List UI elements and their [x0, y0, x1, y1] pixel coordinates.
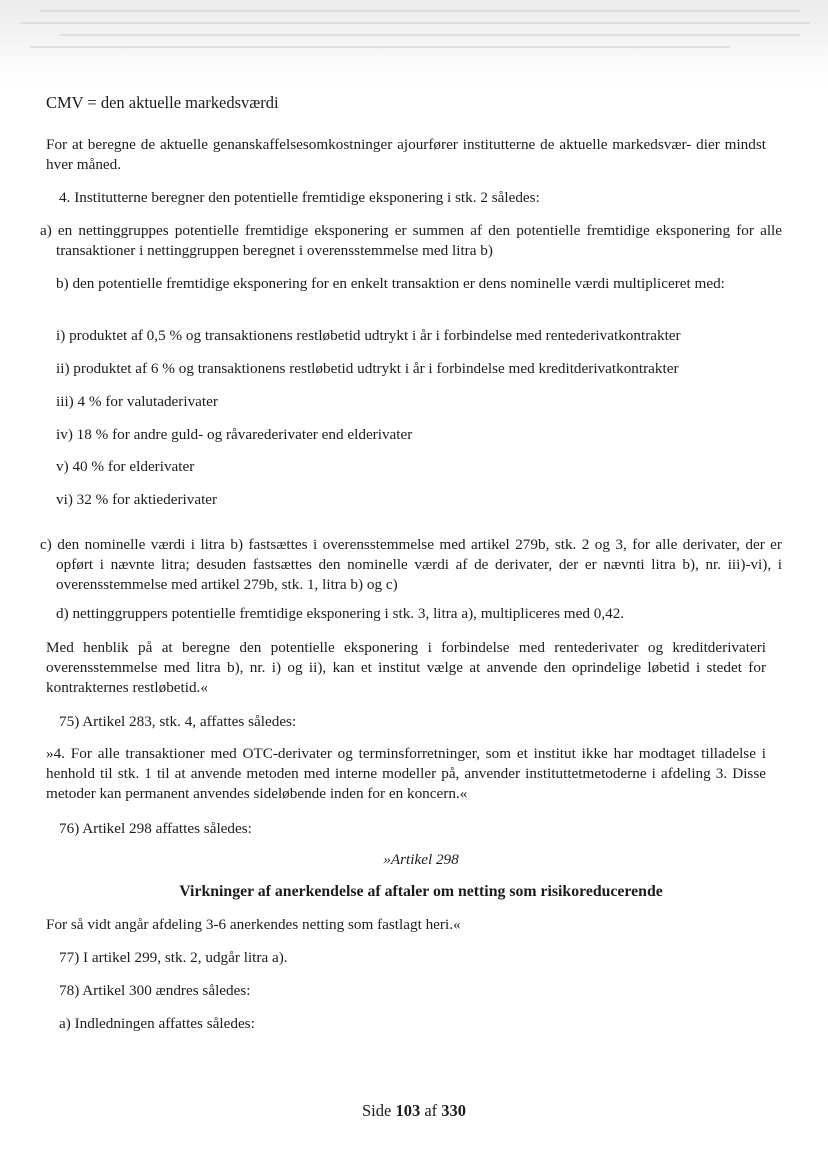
list-item-d: d) nettinggruppers potentielle fremtidige eksponering i stk. 3, litra a), multipliceres med 0,42. [56, 605, 625, 622]
paragraph-78: 78) Artikel 300 ændres således: [59, 982, 251, 999]
article-title: Virkninger af anerkendelse af aftaler om netting som risikoreducerende [179, 883, 663, 900]
page-number [0, 1101, 828, 1121]
page-number-middle: af [424, 1101, 438, 1120]
page-number-current: 103 [395, 1101, 421, 1120]
list-item-a: a) en nettinggruppes potentielle fremtidige eksponering er summen af den potentielle fremtidige eksponering for alle transaktioner i nettinggruppen beregnet i overensstemmelse med litra b) [40, 222, 782, 259]
article-heading: »Artikel 298 [383, 851, 459, 868]
list-item-b-v: v) 40 % for elderivater [56, 458, 195, 475]
paragraph-forsaa: For så vidt angår afdeling 3-6 anerkendes netting som fastlagt heri.« [46, 916, 461, 933]
list-item-b-iii: iii) 4 % for valutaderivater [56, 393, 218, 410]
list-item-b-ii: ii) produktet af 6 % og transaktionens restløbetid udtrykt i år i forbindelse med kreditderivatkontrakter [56, 360, 679, 377]
list-item-b-iv: iv) 18 % for andre guld- og råvarederivater end elderivater [56, 426, 413, 443]
page-number-prefix: Side [361, 1101, 392, 1120]
list-item-b-i: i) produktet af 0,5 % og transaktionens restløbetid udtrykt i år i forbindelse med rentederivatkontrakter [56, 327, 681, 344]
paragraph-4-otc: »4. For alle transaktioner med OTC-derivater og terminsforretninger, som et institut ikke har modtaget tilladelse i henhold til stk. 1 til at anvende metoden med interne modeller på, anvender instituttetmetoderne i afdeling 3. Disse metoder kan permanent anvendes sideløbende inden for en koncern.« [46, 745, 766, 802]
page-number-total: 330 [441, 1101, 467, 1120]
paragraph-henblik: Med henblik på at beregne den potentielle eksponering i forbindelse med rentederivater og kreditderivateri overensstemmelse med litra b), nr. i) og ii), kan et institut vælge at anvende den oprindelige løbetid i stedet for kontrakternes restløbetid.« [46, 639, 766, 696]
paragraph-4-intro: 4. Institutterne beregner den potentielle fremtidige eksponering i stk. 2 således: [59, 189, 540, 206]
list-item-b-vi: vi) 32 % for aktiederivater [56, 491, 218, 508]
paragraph-update: For at beregne de aktuelle genanskaffelsesomkostninger ajourfører institutterne de aktuelle markedsvær- dier mindst hver måned. [46, 136, 766, 173]
list-item-c: c) den nominelle værdi i litra b) fastsættes i overensstemmelse med artikel 279b, stk. 2 og 3, for alle derivater, der er opført i nævnte litra; desuden fastsættes den nominelle værdi af de derivater, der er nævnti litra b), nr. iii)-vi), i overensstemmelse med artikel 279b, stk. 1, litra b) og c) [40, 536, 782, 593]
paragraph-78a: a) Indledningen affattes således: [59, 1015, 255, 1032]
list-item-b: b) den potentielle fremtidige eksponering for en enkelt transaktion er dens nominelle værdi multipliceret med: [56, 275, 725, 292]
paragraph-77: 77) I artikel 299, stk. 2, udgår litra a). [59, 949, 288, 966]
formula-cmv: CMV = den aktuelle markedsværdi [46, 93, 279, 112]
paragraph-76: 76) Artikel 298 affattes således: [59, 820, 252, 837]
bleed-through-shadow [0, 0, 828, 60]
paragraph-75: 75) Artikel 283, stk. 4, affattes således: [59, 713, 297, 730]
